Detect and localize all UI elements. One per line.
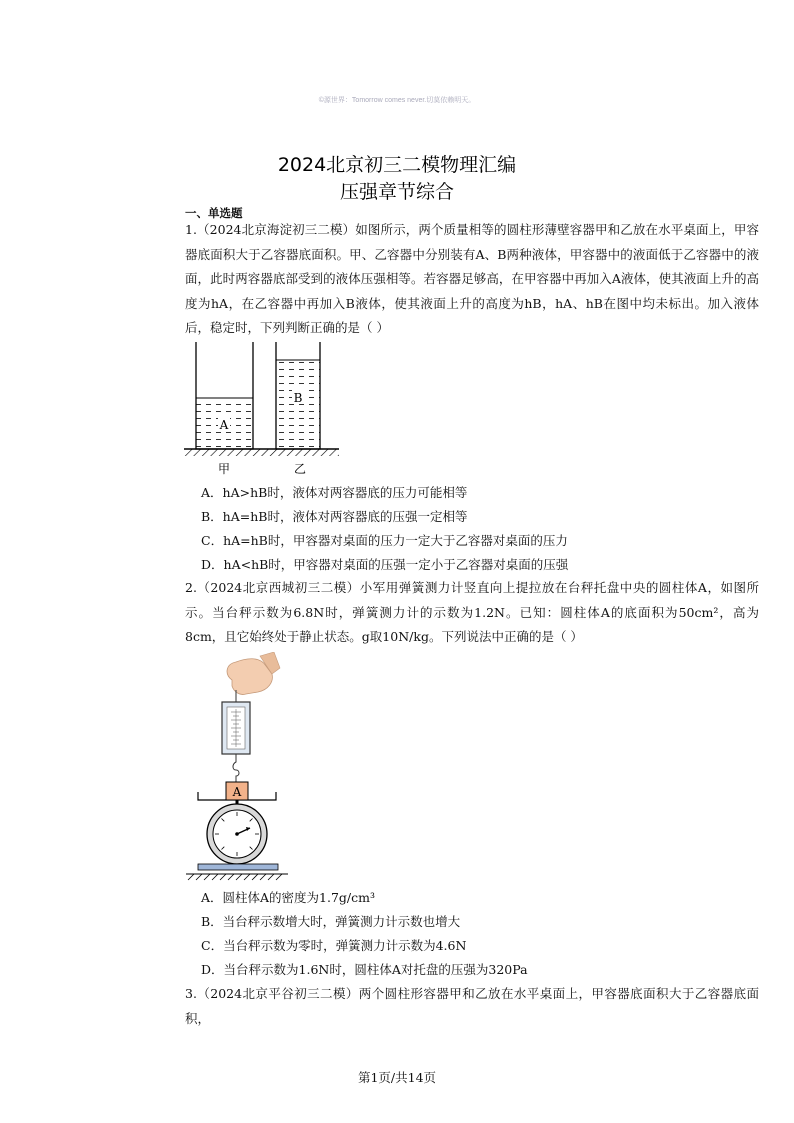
q1-option-d: D．hA<hB时，甲容器对桌面的压强一定小于乙容器对桌面的压强 bbox=[201, 557, 569, 572]
liquid-a-label: A bbox=[219, 418, 229, 432]
q2-option-c: C．当台秤示数为零时，弹簧测力计示数为4.6N bbox=[201, 938, 467, 953]
container-jia-label: 甲 bbox=[217, 462, 231, 476]
question-2-text: 2.（2024北京西城初三二模）小军用弹簧测力计竖直向上提拉放在台秤托盘中央的圆柱体A，如图所示。当台秤示数为6.8N时，弹簧测力计的示数为1.2N。已知：圆柱体A的底面积为50cm²，高为8cm，且它始终处于静止状态。g取10N/kg。下列说法中正确的是（ ） bbox=[185, 580, 759, 644]
page-subtitle: 压强章节综合 bbox=[339, 181, 454, 203]
question-3-text: 3.（2024北京平谷初三二模）两个圆柱形容器甲和乙放在水平桌面上，甲容器底面积大于乙容器底面积， bbox=[185, 986, 759, 1026]
question-2-figure bbox=[184, 652, 294, 882]
scale-base bbox=[198, 864, 278, 870]
table-surface bbox=[184, 449, 339, 456]
page-title: 2024北京初三二模物理汇编 bbox=[277, 154, 517, 176]
question-1-text: 1.（2024北京海淀初三二模）如图所示，两个质量相等的圆柱形薄壁容器甲和乙放在水平桌面上，甲容器底面积大于乙容器底面积。甲、乙容器中分别装有A、B两种液体，甲容器中的液面低于乙容器中的液面，此时两容器底部受到的液体压强相等。若容器足够高，在甲容器中再加入A液体，使其液面上升的高度为hA，在乙容器中再加入B液体，使其液面上升的高度为hB，hA、hB在图中均未标出。加入液体后，稳定时，下列判断正确的是（ ） bbox=[185, 222, 759, 335]
liquid-b-label: B bbox=[293, 391, 303, 405]
q2-option-a: A．圆柱体A的密度为1.7g/cm³ bbox=[201, 890, 376, 905]
question-1-figure bbox=[184, 338, 344, 478]
q1-option-b: B．hA=hB时，液体对两容器底的压强一定相等 bbox=[201, 509, 468, 524]
block-a-label: A bbox=[232, 785, 242, 799]
page-footer: 第1页/共14页 bbox=[357, 1070, 437, 1085]
container-yi-label: 乙 bbox=[293, 462, 307, 476]
q2-option-d: D．当台秤示数为1.6N时，圆柱体A对托盘的压强为320Pa bbox=[201, 962, 528, 977]
section-heading: 一、单选题 bbox=[185, 206, 243, 220]
q2-option-b: B．当台秤示数增大时，弹簧测力计示数也增大 bbox=[201, 914, 461, 929]
q1-option-a: A．hA>hB时，液体对两容器底的压力可能相等 bbox=[201, 485, 468, 500]
q1-option-c: C．hA=hB时，甲容器对桌面的压力一定大于乙容器对桌面的压力 bbox=[201, 533, 568, 548]
page-watermark: ©源世界：Tomorrow comes never.切莫依赖明天。 bbox=[318, 97, 476, 104]
